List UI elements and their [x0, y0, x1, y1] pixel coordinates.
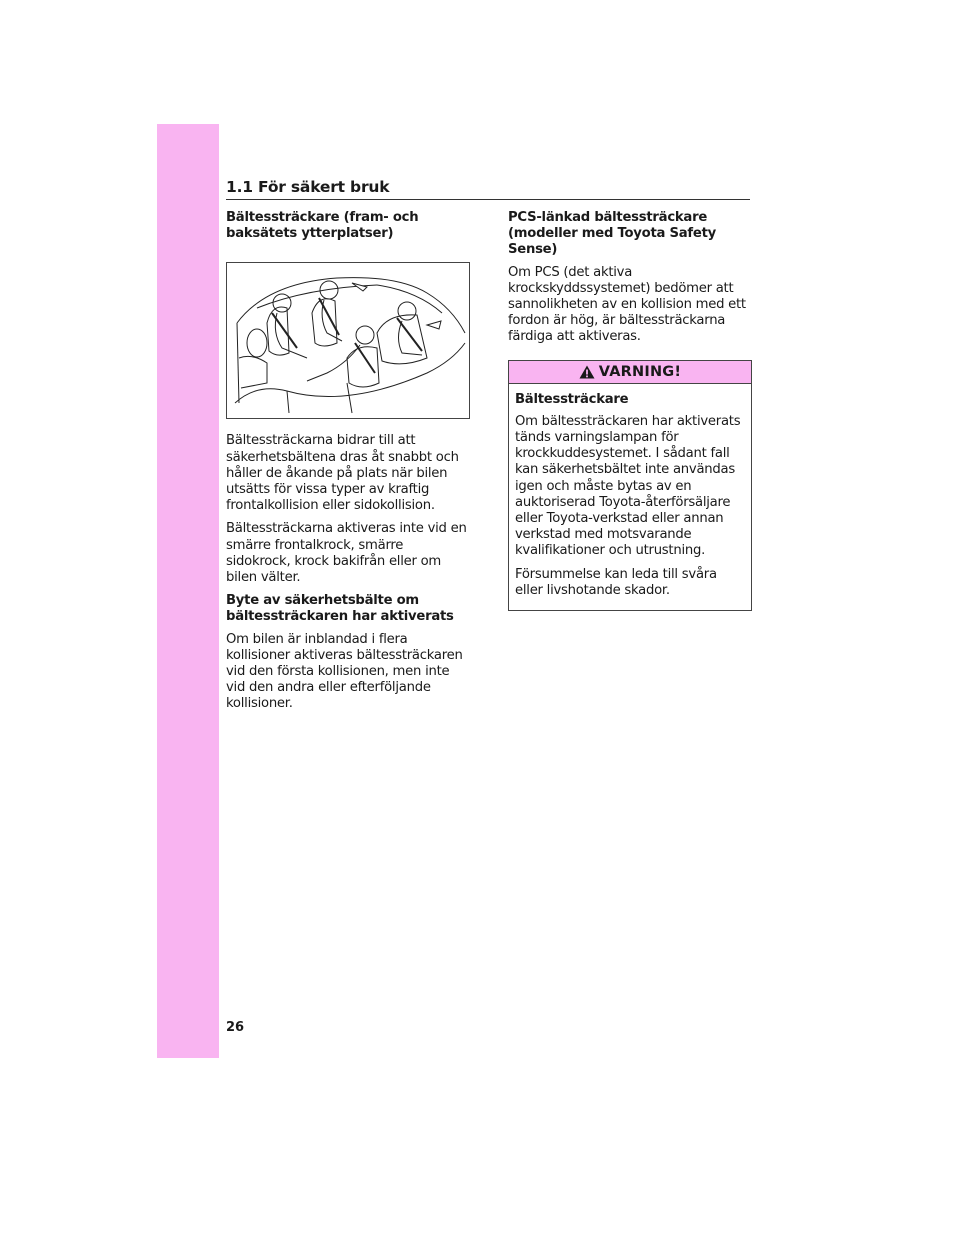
- paragraph-pretensioner-not-activated: Bältessträckarna aktiveras inte vid en smärre frontalkrock, smärre sidokrock, krock bakifrån eller om bilen välter.: [226, 521, 467, 586]
- warning-box: [508, 360, 752, 611]
- paragraph-multiple-collisions: Om bilen är inblandad i flera kollisioner aktiveras bältessträckaren vid den första kollisionen, men inte vid den andra eller efterföljande kollisioner.: [226, 631, 463, 712]
- section-header: 1.1 För säkert bruk: [226, 178, 750, 200]
- left-column: [226, 210, 470, 720]
- heading-pcs-pretensioner: PCS-länkad bältessträckare (modeller med Toyota Safety Sense): [508, 210, 716, 258]
- warning-paragraph-2: Försummelse kan leda till svåra eller livshotande skador.: [515, 566, 717, 598]
- heading-pretensioners: Bältessträckare (fram- och baksätets ytterplatser): [226, 210, 419, 242]
- right-column: [508, 210, 752, 611]
- warning-body: [509, 384, 751, 610]
- paragraph-pretensioner-function: Bältessträckarna bidrar till att säkerhetsbältena dras åt snabbt och håller de åkande på plats när bilen utsätts för vissa typer av kraftig frontalkollision eller sidokollision.: [226, 433, 459, 514]
- warning-paragraph-1: Om bältessträckaren har aktiverats tänds varningslampan för krockkuddesystemet. I sådant fall kan säkerhetsbältet inte användas igen och måste bytas av en auktoriserad Toyota-återförsäljare eller Toyota-verkstad eller annan verkstad med motsvarande kvalifikationer och utrustning.: [515, 413, 741, 559]
- car-interior-illustration: [227, 263, 469, 418]
- warning-header: [509, 361, 751, 384]
- pretensioner-illustration: [226, 262, 470, 419]
- warning-title: VARNING!: [598, 363, 682, 380]
- heading-replace-belt: Byte av säkerhetsbälte om bältessträckaren har aktiverats: [226, 593, 454, 625]
- warning-subheading: Bältessträckare: [515, 391, 629, 407]
- page-number: 26: [226, 1020, 245, 1035]
- side-tab: [157, 124, 219, 1058]
- paragraph-pcs: Om PCS (det aktiva krockskyddssystemet) bedömer att sannolikheten av en kollision med ett fordon är hög, är bältessträckarna färdiga att aktiveras.: [508, 264, 746, 345]
- warning-triangle-icon: [579, 365, 595, 379]
